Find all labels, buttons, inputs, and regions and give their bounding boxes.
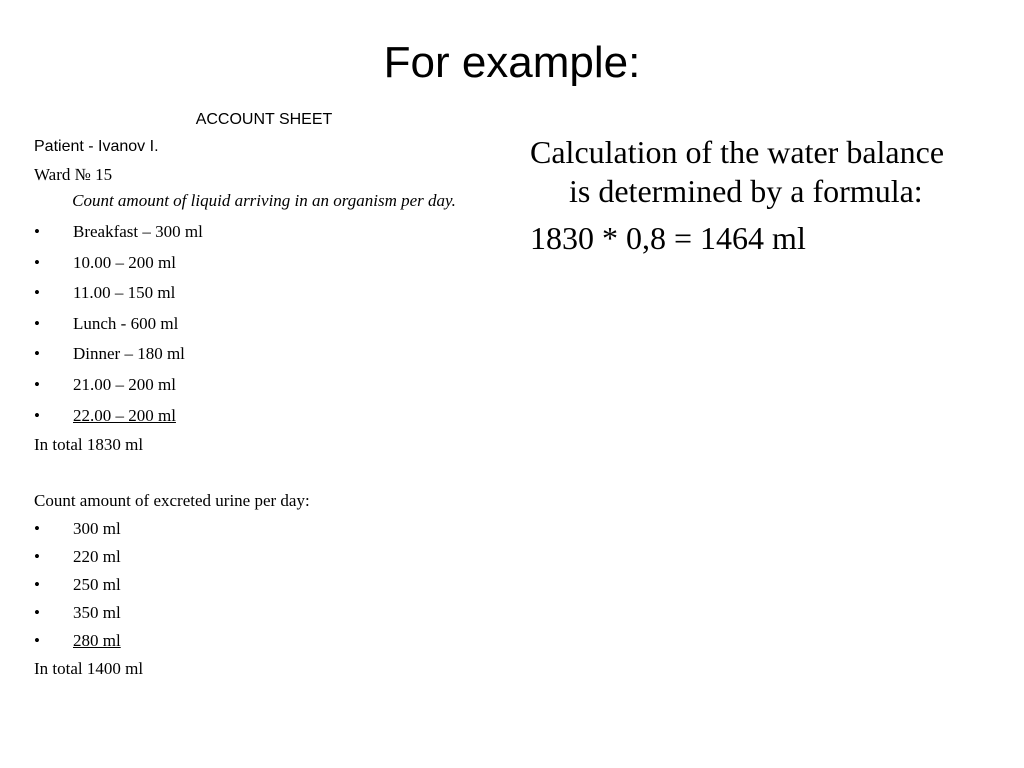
- calculation-formula: 1830 * 0,8 = 1464 ml: [530, 220, 806, 256]
- intake-item: [34, 217, 494, 248]
- output-list: [34, 515, 494, 655]
- output-item-text: 220 ml: [73, 547, 121, 567]
- output-item-text: 250 ml: [73, 575, 121, 595]
- intake-item: [34, 401, 494, 432]
- intake-item-text: 11.00 – 150 ml: [73, 283, 176, 303]
- calculation-panel: [530, 133, 970, 266]
- output-item: [34, 599, 494, 627]
- output-item: [34, 543, 494, 571]
- calculation-text: Calculation of the water balance is determined by a formula:: [530, 134, 945, 209]
- output-note: Count amount of excreted urine per day:: [34, 491, 310, 511]
- output-item: [34, 571, 494, 599]
- intake-note: Count amount of liquid arriving in an organism per day.: [72, 191, 456, 210]
- intake-item-text: 21.00 – 200 ml: [73, 374, 176, 394]
- intake-item: [34, 248, 494, 279]
- account-sheet-heading: ACCOUNT SHEET: [195, 111, 333, 128]
- intake-item: [34, 339, 494, 370]
- intake-item: [34, 370, 494, 401]
- intake-total: In total 1830 ml: [34, 435, 144, 455]
- output-item: [34, 515, 494, 543]
- intake-item-text: Dinner – 180 ml: [73, 344, 185, 364]
- output-item-text: 280 ml: [73, 631, 121, 651]
- intake-list: [34, 217, 494, 431]
- slide-title: For example:: [383, 38, 641, 87]
- output-total: In total 1400 ml: [34, 659, 144, 679]
- intake-item-text: 22.00 – 200 ml: [73, 405, 176, 425]
- intake-item: [34, 309, 494, 340]
- intake-item-text: 10.00 – 200 ml: [73, 252, 176, 272]
- output-item-text: 350 ml: [73, 603, 121, 623]
- intake-item-text: Lunch - 600 ml: [73, 313, 179, 333]
- intake-item-text: Breakfast – 300 ml: [73, 222, 203, 241]
- patient-name: Patient - Ivanov I.: [34, 138, 159, 155]
- intake-item: [34, 278, 494, 309]
- section-gap: [34, 459, 494, 487]
- account-sheet: [34, 107, 494, 683]
- output-item: [34, 627, 494, 655]
- output-item-text: 300 ml: [73, 519, 121, 539]
- ward-number: Ward № 15: [34, 165, 113, 184]
